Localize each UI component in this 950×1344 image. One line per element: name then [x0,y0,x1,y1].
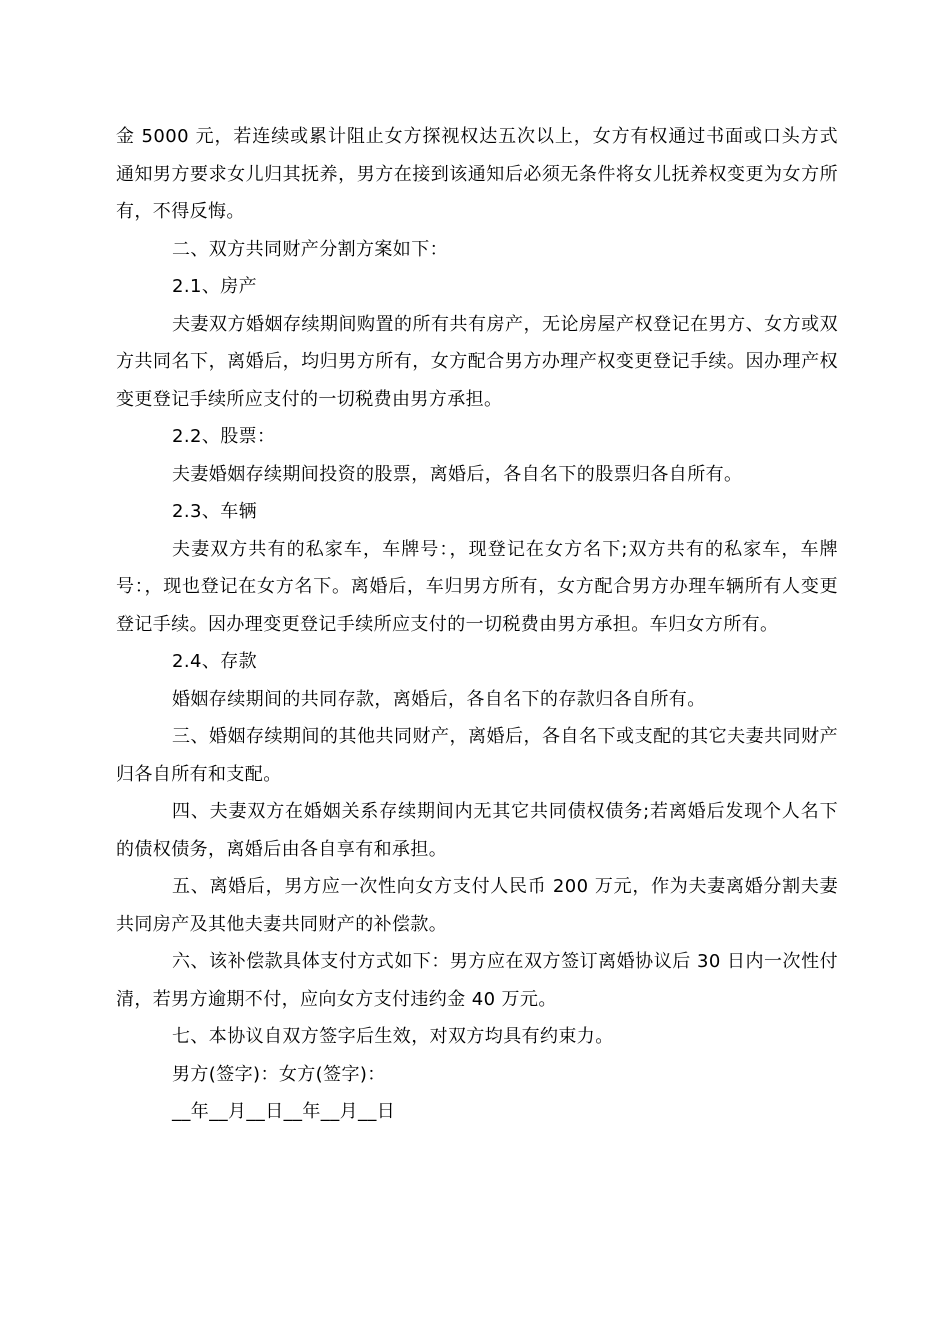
paragraph-compensation: 五、离婚后，男方应一次性向女方支付人民币 200 万元，作为夫妻离婚分割夫妻共同房产及其他夫妻共同财产的补偿款。 [116,876,838,935]
document-body [116,118,838,1131]
paragraph-other-property: 三、婚姻存续期间的其他共同财产，离婚后，各自名下或支配的其它夫妻共同财产归各自所有和支配。 [116,726,838,785]
heading-stocks: 2.2、股票： [172,426,276,447]
paragraph-vehicles: 夫妻双方共有的私家车，车牌号：，现登记在女方名下;双方共有的私家车，车牌号：，现也登记在女方名下。离婚后，车归男方所有，女方配合男方办理车辆所有人变更登记手续。因办理变更登记手续所应支付的一切税费由男方承担。车归女方所有。 [116,538,838,635]
heading-deposits: 2.4、存款 [172,651,258,672]
heading-property-division: 二、双方共同财产分割方案如下： [172,238,448,260]
paragraph-real-estate: 夫妻双方婚姻存续期间购置的所有共有房产，无论房屋产权登记在男方、女方或双方共同名下，离婚后，均归男方所有，女方配合男方办理产权变更登记手续。因办理产权变更登记手续所应支付的一切税费由男方承担。 [116,313,838,410]
signature-line: 男方(签字)：女方(签字)： [172,1063,386,1085]
date-line: __年__月__日__年__月__日 [172,1101,396,1122]
paragraph-payment-method: 六、该补偿款具体支付方式如下：男方应在双方签订离婚协议后 30 日内一次性付清，若男方逾期不付，应向女方支付违约金 40 万元。 [116,951,838,1010]
paragraph-deposits: 婚姻存续期间的共同存款，离婚后，各自名下的存款归各自所有。 [172,688,706,710]
paragraph-custody-clause: 金 5000 元，若连续或累计阻止女方探视权达五次以上，女方有权通过书面或口头方式通知男方要求女儿归其抚养，男方在接到该通知后必须无条件将女儿抚养权变更为女方所有，不得反悔。 [116,126,838,222]
heading-vehicles: 2.3、车辆 [172,501,258,522]
paragraph-effectiveness: 七、本协议自双方签字后生效，对双方均具有约束力。 [172,1026,614,1047]
paragraph-debts: 四、夫妻双方在婚姻关系存续期间内无其它共同债权债务;若离婚后发现个人名下的债权债务，离婚后由各自享有和承担。 [116,801,838,860]
heading-real-estate: 2.1、房产 [172,276,258,297]
paragraph-stocks: 夫妻婚姻存续期间投资的股票，离婚后，各自名下的股票归各自所有。 [172,463,743,485]
